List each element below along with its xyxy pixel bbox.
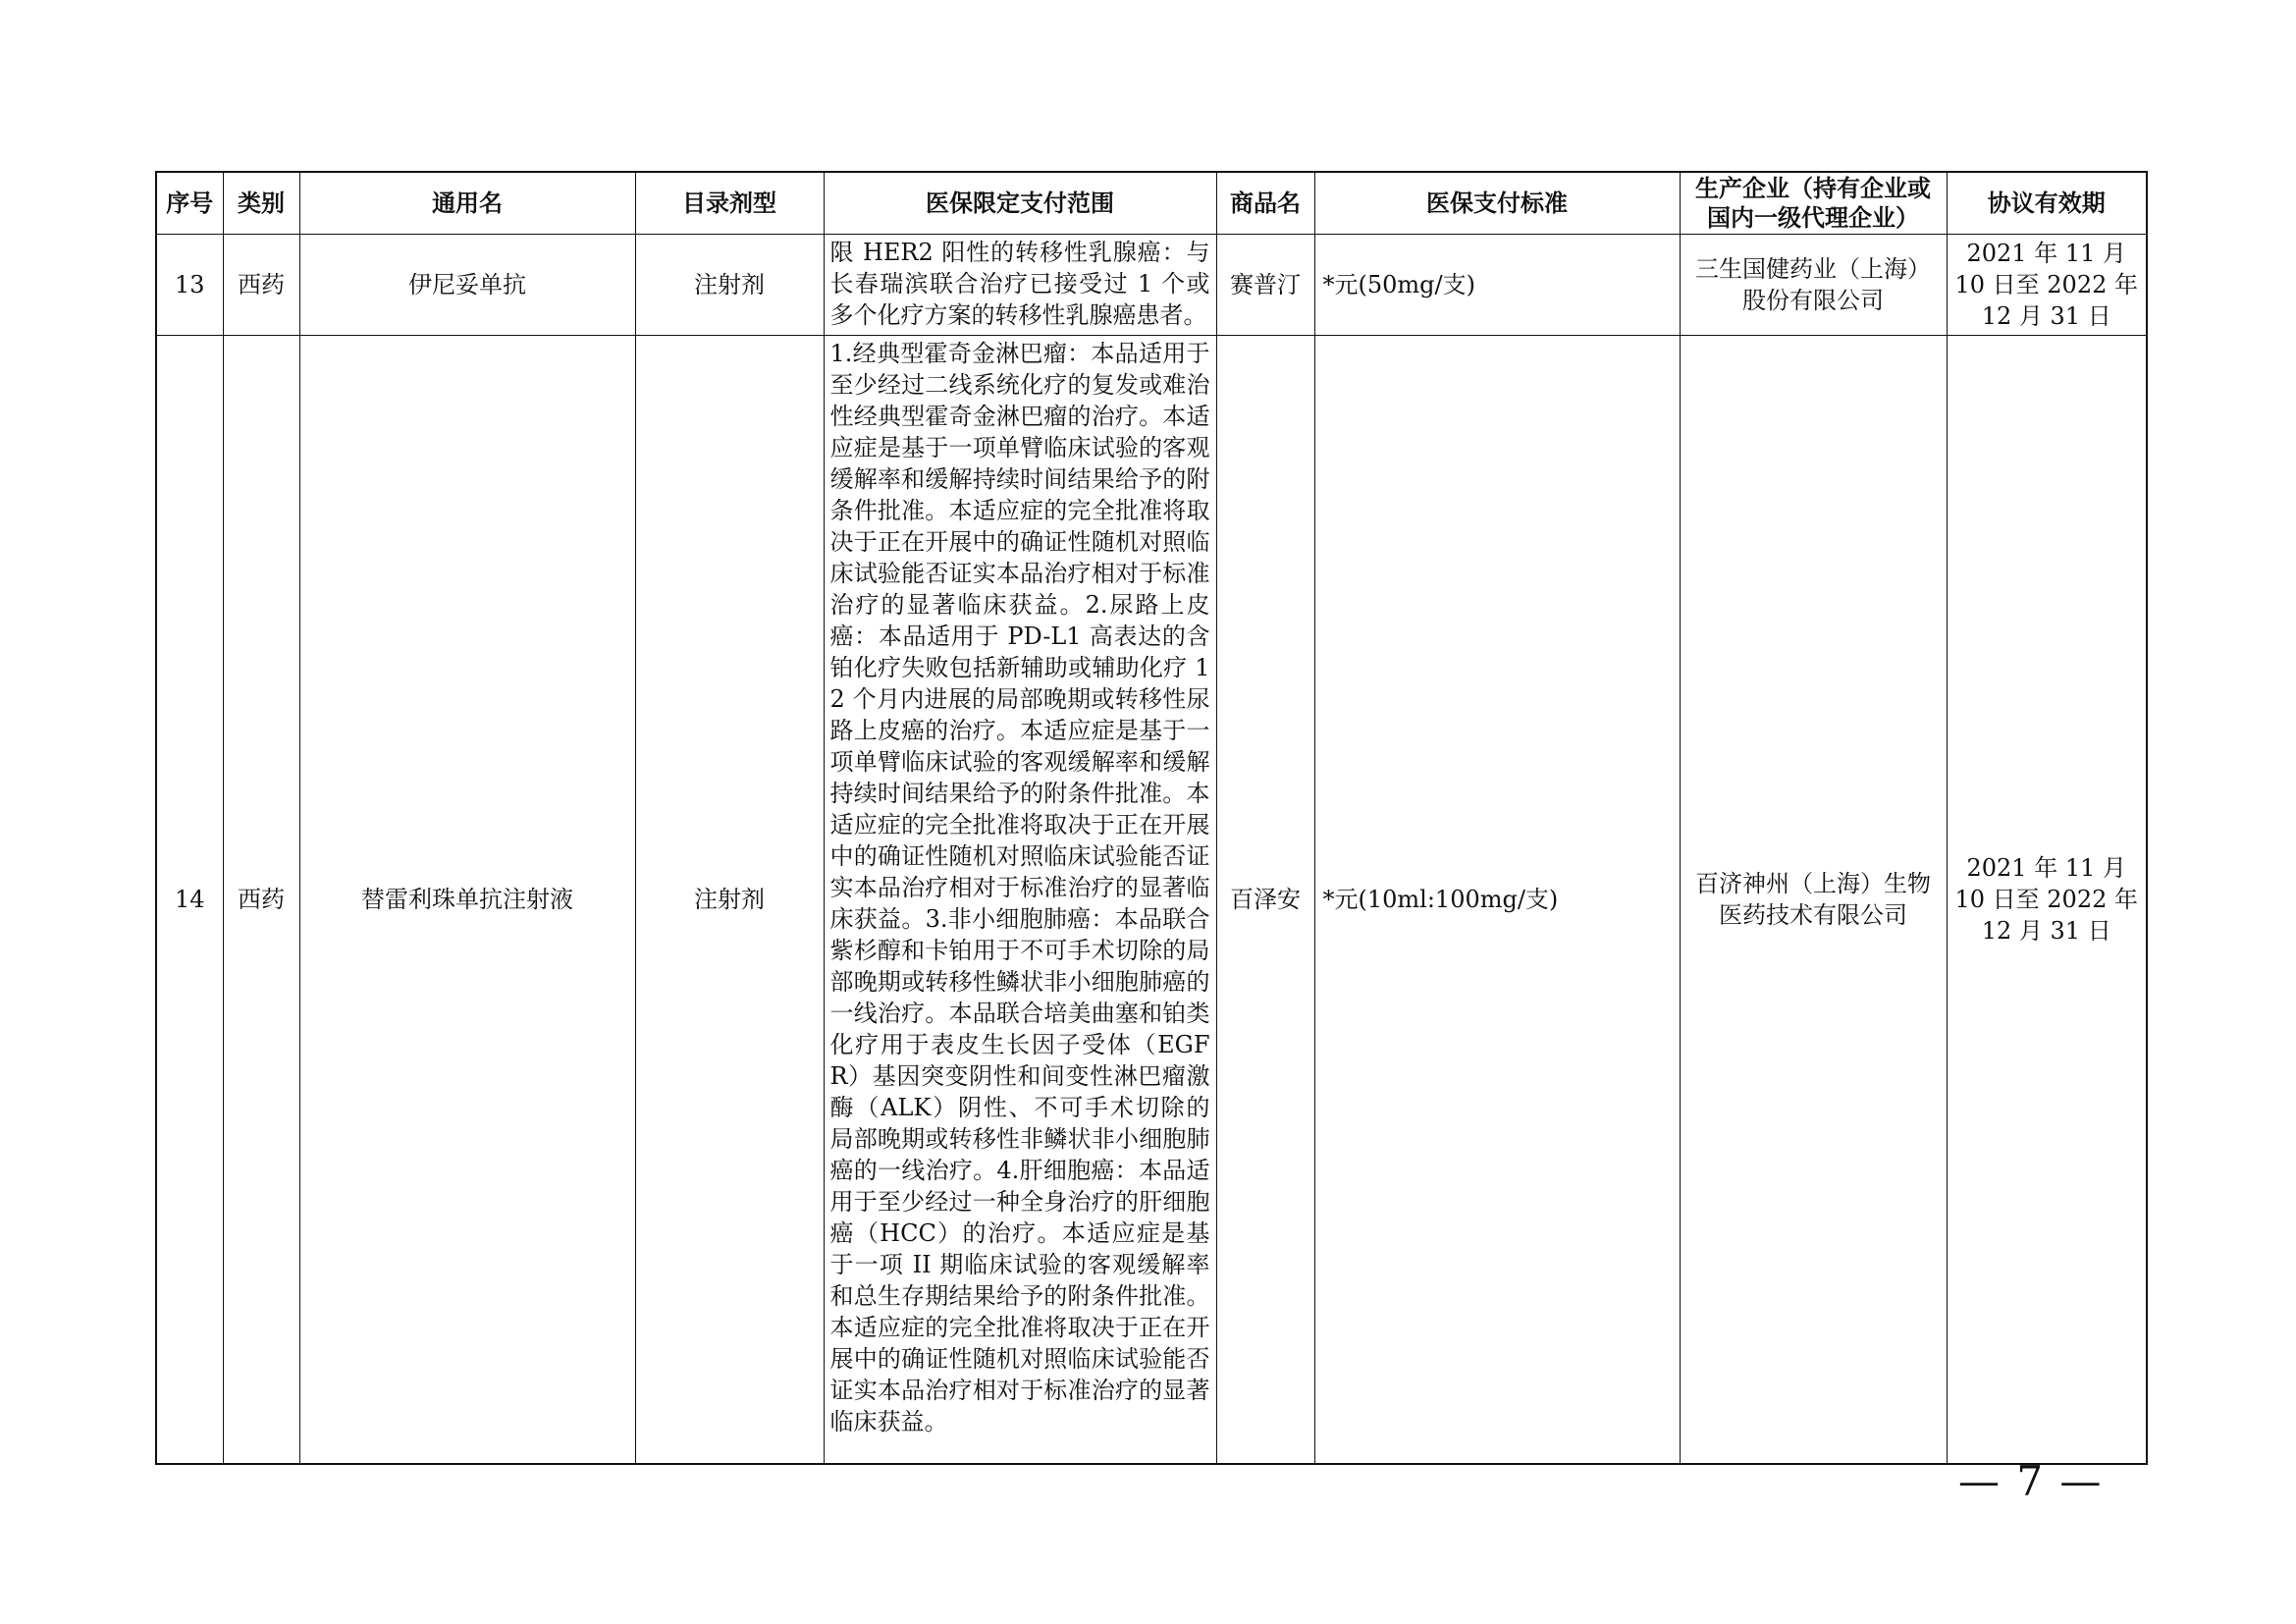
cell-generic-name: 替雷利珠单抗注射液 xyxy=(299,336,635,1465)
header-category: 类别 xyxy=(223,172,299,235)
header-brand-name: 商品名 xyxy=(1216,172,1314,235)
cell-manufacturer: 三生国健药业（上海）股份有限公司 xyxy=(1680,235,1947,336)
header-scope: 医保限定支付范围 xyxy=(824,172,1216,235)
drug-table xyxy=(155,171,2148,1465)
cell-dosage-form: 注射剂 xyxy=(635,336,824,1465)
cell-validity: 2021 年 11 月 10 日至 2022 年 12 月 31 日 xyxy=(1947,336,2147,1465)
table-header-row xyxy=(156,172,2147,235)
cell-payment-standard: *元(10ml:100mg/支) xyxy=(1314,336,1680,1465)
header-manufacturer: 生产企业（持有企业或国内一级代理企业） xyxy=(1680,172,1947,235)
cell-index: 14 xyxy=(156,336,223,1465)
cell-manufacturer: 百济神州（上海）生物医药技术有限公司 xyxy=(1680,336,1947,1465)
header-dosage-form: 目录剂型 xyxy=(635,172,824,235)
cell-generic-name: 伊尼妥单抗 xyxy=(299,235,635,336)
header-index: 序号 xyxy=(156,172,223,235)
cell-index: 13 xyxy=(156,235,223,336)
cell-brand-name: 百泽安 xyxy=(1216,336,1314,1465)
table-row xyxy=(156,235,2147,336)
header-payment-standard: 医保支付标准 xyxy=(1314,172,1680,235)
cell-category: 西药 xyxy=(223,235,299,336)
cell-dosage-form: 注射剂 xyxy=(635,235,824,336)
header-generic-name: 通用名 xyxy=(299,172,635,235)
cell-brand-name: 赛普汀 xyxy=(1216,235,1314,336)
header-validity: 协议有效期 xyxy=(1947,172,2147,235)
cell-category: 西药 xyxy=(223,336,299,1465)
cell-scope: 限 HER2 阳性的转移性乳腺癌：与长春瑞滨联合治疗已接受过 1 个或多个化疗方案的转移性乳腺癌患者。 xyxy=(824,235,1216,336)
cell-scope: 1.经典型霍奇金淋巴瘤：本品适用于至少经过二线系统化疗的复发或难治性经典型霍奇金淋巴瘤的治疗。本适应症是基于一项单臂临床试验的客观缓解率和缓解持续时间结果给予的附条件批准。本适应症的完全批准将取决于正在开展中的确证性随机对照临床试验能否证实本品治疗相对于标准治疗的显著临床获益。2.尿路上皮癌：本品适用于 PD-L1 高表达的含铂化疗失败包括新辅助或辅助化疗 12 个月内进展的局部晚期或转移性尿路上皮癌的治疗。本适应症是基于一项单臂临床试验的客观缓解率和缓解持续时间结果给予的附条件批准。本适应症的完全批准将取决于正在开展中的确证性随机对照临床试验能否证实本品治疗相对于标准治疗的显著临床获益。3.非小细胞肺癌：本品联合紫杉醇和卡铂用于不可手术切除的局部晚期或转移性鳞状非小细胞肺癌的一线治疗。本品联合培美曲塞和铂类化疗用于表皮生长因子受体（EGFR）基因突变阴性和间变性淋巴瘤激酶（ALK）阴性、不可手术切除的局部晚期或转移性非鳞状非小细胞肺癌的一线治疗。4.肝细胞癌：本品适用于至少经过一种全身治疗的肝细胞癌（HCC）的治疗。本适应症是基于一项 II 期临床试验的客观缓解率和总生存期结果给予的附条件批准。本适应症的完全批准将取决于正在开展中的确证性随机对照临床试验能否证实本品治疗相对于标准治疗的显著临床获益。 xyxy=(824,336,1216,1465)
table-row xyxy=(156,336,2147,1465)
cell-payment-standard: *元(50mg/支) xyxy=(1314,235,1680,336)
cell-validity: 2021 年 11 月 10 日至 2022 年 12 月 31 日 xyxy=(1947,235,2147,336)
page-number: — 7 — xyxy=(1958,1457,2104,1505)
